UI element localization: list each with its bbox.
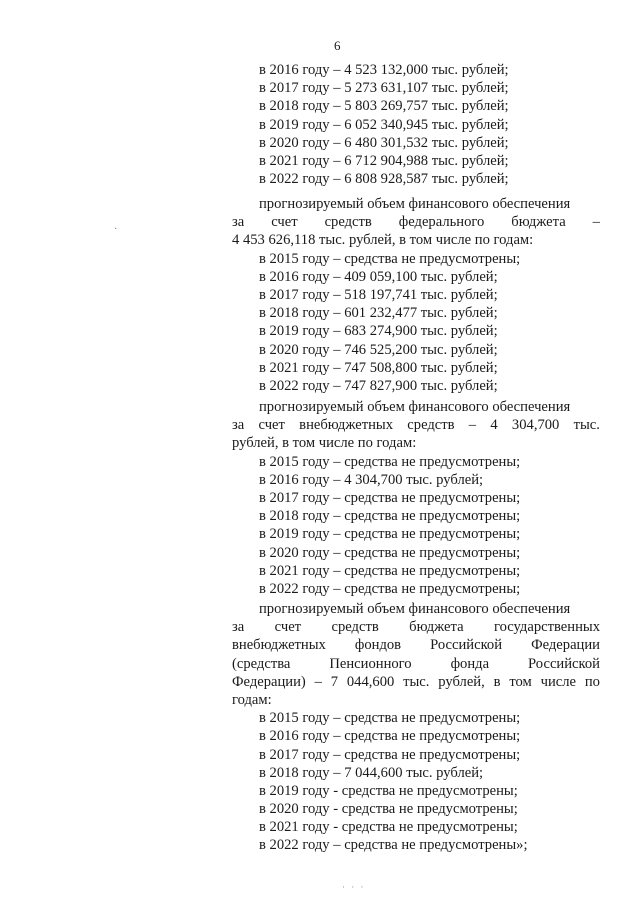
word: за <box>232 417 245 434</box>
year-line: в 2022 году – средства не предусмотрены»; <box>259 837 528 854</box>
year-line: в 2018 году – 7 044,600 тыс. рублей; <box>259 764 484 781</box>
paragraph-tail: годам: <box>232 691 272 708</box>
word: бюджета <box>409 619 464 636</box>
year-line: в 2015 году – средства не предусмотрены; <box>259 710 521 727</box>
word: Федерации) <box>232 673 306 690</box>
year-line: в 2019 году - средства не предусмотрены; <box>259 782 518 799</box>
year-line: в 2018 году – 5 803 269,757 тыс. рублей; <box>259 98 509 115</box>
justified-line <box>232 416 600 434</box>
word: Федерации <box>531 637 600 654</box>
year-line: в 2016 году – 4 304,700 тыс. рублей; <box>259 471 484 488</box>
word: фонда <box>450 655 490 672</box>
word: счет <box>274 619 302 636</box>
year-line: в 2020 году - средства не предусмотрены; <box>259 801 518 818</box>
word: – <box>468 417 477 434</box>
scan-speck: · <box>114 224 118 235</box>
justified-line <box>232 655 600 673</box>
funding-block-total <box>232 61 600 188</box>
word: Российской <box>528 655 600 672</box>
scan-mark: · · · <box>342 882 366 892</box>
justified-line <box>232 618 600 636</box>
word: счет <box>271 214 298 231</box>
year-line: в 2016 году – средства не предусмотрены; <box>259 728 521 745</box>
word: по <box>584 673 600 690</box>
word: счет <box>258 417 285 434</box>
word: – <box>314 673 322 690</box>
word: федерального <box>398 214 485 231</box>
word: внебюджетных <box>299 417 394 434</box>
word: тыс. <box>573 417 600 434</box>
justified-line <box>232 673 600 691</box>
year-line: в 2018 году – 601 232,477 тыс. рублей; <box>259 305 498 322</box>
word: за <box>232 214 245 231</box>
justified-line <box>232 636 600 654</box>
word: за <box>232 619 245 636</box>
word: 304,700 <box>511 417 560 434</box>
year-line: в 2017 году – 518 197,741 тыс. рублей; <box>259 286 498 303</box>
year-line: в 2019 году – 6 052 340,945 тыс. рублей; <box>259 116 509 133</box>
paragraph-lead: прогнозируемый объем финансового обеспечения <box>259 196 571 212</box>
year-line: в 2018 году – средства не предусмотрены; <box>259 508 521 525</box>
year-line: в 2017 году – средства не предусмотрены; <box>259 746 521 763</box>
paragraph-tail: рублей, в том числе по годам: <box>232 435 417 452</box>
word: средств <box>407 417 455 434</box>
year-line: в 2017 году – 5 273 631,107 тыс. рублей; <box>259 80 509 97</box>
year-line: в 2015 году – средства не предусмотрены; <box>259 250 521 267</box>
word: том <box>509 673 532 690</box>
year-line: в 2015 году – средства не предусмотрены; <box>259 453 521 470</box>
word: в <box>493 673 501 690</box>
word: 4 <box>490 417 498 434</box>
year-line: в 2022 году – средства не предусмотрены; <box>259 580 521 597</box>
year-line: в 2017 году – средства не предусмотрены; <box>259 489 521 506</box>
word: Пенсионного <box>329 655 412 672</box>
word: тыс. <box>403 673 430 690</box>
funding-block-pension-fund <box>232 600 600 855</box>
justified-line <box>232 213 600 231</box>
word: числе <box>540 673 576 690</box>
year-line: в 2016 году – 409 059,100 тыс. рублей; <box>259 268 498 285</box>
word: бюджета <box>511 214 566 231</box>
year-line: в 2019 году – 683 274,900 тыс. рублей; <box>259 323 498 340</box>
word: (средства <box>232 655 291 672</box>
funding-block-federal <box>232 195 600 395</box>
year-line: в 2021 году - средства не предусмотрены; <box>259 819 518 836</box>
year-line: в 2016 году – 4 523 132,000 тыс. рублей; <box>259 62 509 78</box>
word: средств <box>324 214 372 231</box>
year-line: в 2021 году – 747 508,800 тыс. рублей; <box>259 359 498 376</box>
year-line: в 2020 году – 6 480 301,532 тыс. рублей; <box>259 134 509 151</box>
funding-block-extrabudgetary <box>232 398 600 598</box>
word: государственных <box>493 619 600 636</box>
word: 044,600 <box>346 673 395 690</box>
year-line: в 2020 году – средства не предусмотрены; <box>259 544 521 561</box>
year-line: в 2020 году – 746 525,200 тыс. рублей; <box>259 341 498 358</box>
word: 7 <box>330 673 339 690</box>
year-line: в 2021 году – средства не предусмотрены; <box>259 562 521 579</box>
paragraph-lead: прогнозируемый объем финансового обеспечения <box>259 399 571 415</box>
page-number: 6 <box>334 38 341 53</box>
year-line: в 2021 году – 6 712 904,988 тыс. рублей; <box>259 152 509 169</box>
paragraph-tail: 4 453 626,118 тыс. рублей, в том числе по годам: <box>232 232 534 249</box>
paragraph-lead: прогнозируемый объем финансового обеспечения <box>259 601 571 617</box>
word: – <box>592 214 600 231</box>
word: внебюджетных <box>232 637 326 654</box>
word: рублей, <box>438 673 485 690</box>
word: Российской <box>430 637 503 654</box>
year-line: в 2022 году – 6 808 928,587 тыс. рублей; <box>259 171 509 188</box>
year-line: в 2019 году – средства не предусмотрены; <box>259 526 521 543</box>
word: фондов <box>354 637 402 654</box>
word: средств <box>331 619 379 636</box>
year-line: в 2022 году – 747 827,900 тыс. рублей; <box>259 377 498 394</box>
